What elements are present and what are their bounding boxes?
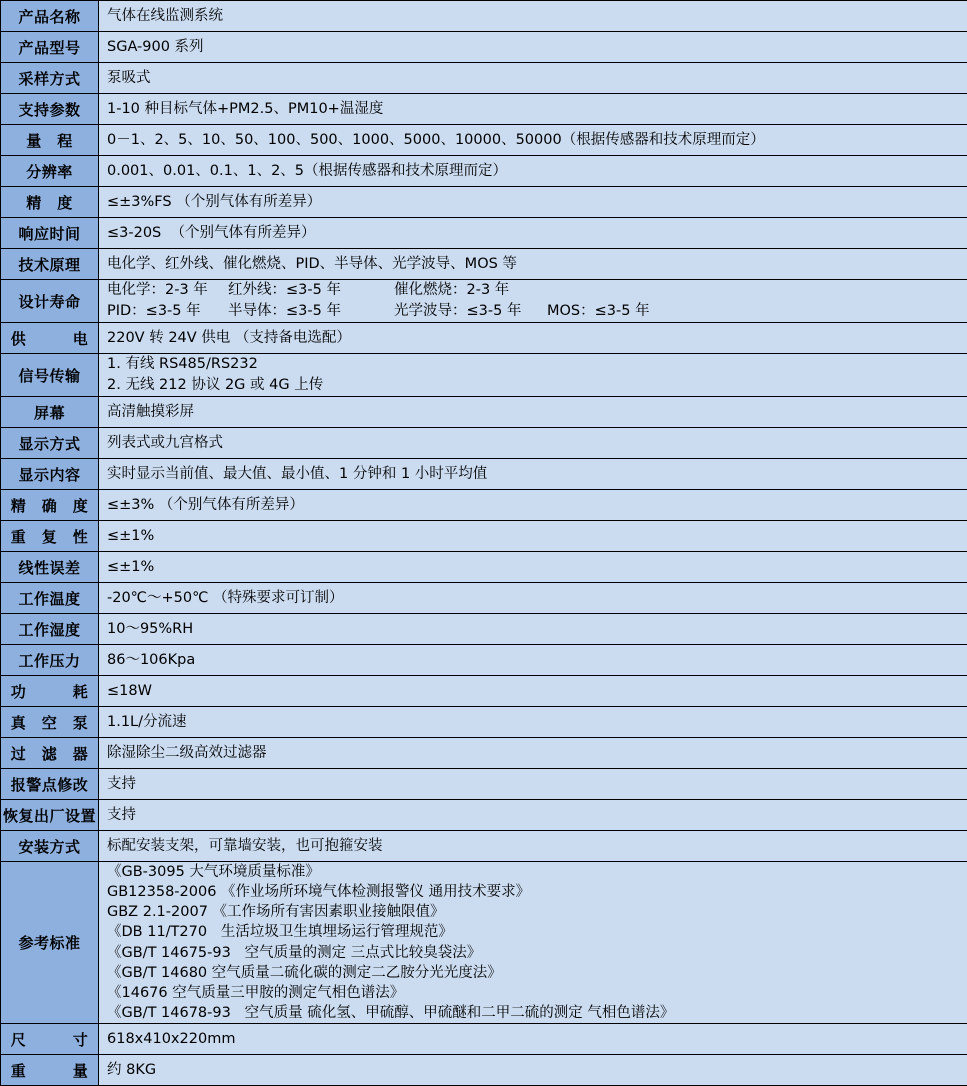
ref-standard-line: 《GB/T 14678-93 空气质量 硫化氢、甲硫醇、甲硫醚和二甲二硫的测定 气相色谱法》 — [107, 1005, 675, 1022]
row-repeatability — [1, 521, 967, 552]
spec-label-display-content: 显示内容 — [1, 459, 99, 489]
spec-value-product-name: 气体在线监测系统 — [99, 1, 967, 31]
life-pid: PID：≤3-5 年 — [107, 303, 201, 319]
ref-standard-line: GBZ 2.1-2007 《工作场所有害因素职业接触限值》 — [107, 904, 445, 921]
life-mos: MOS：≤3-5 年 — [547, 303, 650, 319]
spec-label-working-humidity: 工作湿度 — [1, 614, 99, 644]
spec-value-reference-standards — [99, 862, 967, 1023]
row-display-content — [1, 459, 967, 490]
spec-label-display-mode: 显示方式 — [1, 428, 99, 458]
spec-label-filter: 过 滤 器 — [1, 738, 99, 768]
row-precision — [1, 187, 967, 218]
row-supported-params — [1, 94, 967, 125]
life-electrochemical: 电化学：2-3 年 — [107, 282, 208, 298]
spec-value-alarm-point-modify: 支持 — [99, 769, 967, 799]
signal-line-wireless: 2. 无线 212 协议 2G 或 4G 上传 — [107, 377, 324, 393]
spec-value-factory-reset: 支持 — [99, 800, 967, 830]
row-alarm-point-modify — [1, 769, 967, 800]
row-tech-principle — [1, 249, 967, 280]
spec-value-design-life — [99, 280, 967, 322]
spec-value-supported-params: 1-10 种目标气体+PM2.5、PM10+温湿度 — [99, 94, 967, 124]
spec-value-display-content: 实时显示当前值、最大值、最小值、1 分钟和 1 小时平均值 — [99, 459, 967, 489]
spec-value-filter: 除湿除尘二级高效过滤器 — [99, 738, 967, 768]
spec-value-working-humidity: 10～95%RH — [99, 614, 967, 644]
row-display-mode — [1, 428, 967, 459]
row-resolution — [1, 156, 967, 187]
spec-label-resolution: 分辨率 — [1, 156, 99, 186]
row-power-consumption — [1, 676, 967, 707]
spec-value-precision: ≤±3%FS （个别气体有所差异） — [99, 187, 967, 217]
spec-label-vacuum-pump: 真 空 泵 — [1, 707, 99, 737]
row-design-life — [1, 280, 967, 323]
spec-value-repeatability: ≤±1% — [99, 521, 967, 551]
ref-standard-line: 《DB 11/T270 生活垃圾卫生填埋场运行管理规范》 — [107, 924, 453, 941]
spec-label-power-supply: 供 电 — [1, 323, 99, 353]
signal-line-wired: 1. 有线 RS485/RS232 — [107, 355, 258, 372]
row-product-model — [1, 32, 967, 63]
spec-label-linearity-error: 线性误差 — [1, 552, 99, 582]
row-product-name — [1, 1, 967, 32]
spec-value-working-temperature: -20℃～+50℃ （特殊要求可订制） — [99, 583, 967, 613]
life-optical-waveguide: 光学波导：≤3-5 年 — [394, 303, 522, 319]
spec-label-repeatability: 重 复 性 — [1, 521, 99, 551]
spec-value-product-model: SGA-900 系列 — [99, 32, 967, 62]
row-dimensions — [1, 1024, 967, 1055]
spec-value-weight: 约 8KG — [99, 1055, 967, 1085]
row-factory-reset — [1, 800, 967, 831]
row-weight — [1, 1055, 967, 1085]
life-infrared: 红外线：≤3-5 年 — [228, 282, 341, 298]
spec-value-power-supply: 220V 转 24V 供电 （支持备电选配） — [99, 323, 967, 353]
ref-standard-line: GB12358-2006 《作业场所环境气体检测报警仪 通用技术要求》 — [107, 883, 531, 900]
spec-value-sampling-method: 泵吸式 — [99, 63, 967, 93]
row-screen — [1, 397, 967, 428]
spec-value-display-mode: 列表式或九宫格式 — [99, 428, 967, 458]
life-semiconductor: 半导体：≤3-5 年 — [228, 303, 341, 319]
design-life-line-1 — [107, 280, 957, 301]
spec-label-signal-transmission: 信号传输 — [1, 354, 99, 396]
spec-label-response-time: 响应时间 — [1, 218, 99, 248]
spec-label-tech-principle: 技术原理 — [1, 249, 99, 279]
row-power-supply — [1, 323, 967, 354]
spec-label-weight: 重 量 — [1, 1055, 99, 1085]
spec-value-linearity-error: ≤±1% — [99, 552, 967, 582]
spec-value-vacuum-pump: 1.1L/分流速 — [99, 707, 967, 737]
spec-label-factory-reset: 恢复出厂设置 — [1, 800, 99, 830]
spec-label-design-life: 设计寿命 — [1, 280, 99, 322]
spec-label-product-model: 产品型号 — [1, 32, 99, 62]
row-range — [1, 125, 967, 156]
spec-label-dimensions: 尺 寸 — [1, 1024, 99, 1054]
spec-label-sampling-method: 采样方式 — [1, 63, 99, 93]
row-signal-transmission — [1, 354, 967, 397]
row-linearity-error — [1, 552, 967, 583]
row-filter — [1, 738, 967, 769]
spec-value-tech-principle: 电化学、红外线、催化燃烧、PID、半导体、光学波导、MOS 等 — [99, 249, 967, 279]
spec-value-working-pressure: 86～106Kpa — [99, 645, 967, 675]
spec-value-signal-transmission — [99, 354, 967, 396]
spec-label-installation: 安装方式 — [1, 831, 99, 861]
spec-label-working-temperature: 工作温度 — [1, 583, 99, 613]
row-response-time — [1, 218, 967, 249]
spec-label-working-pressure: 工作压力 — [1, 645, 99, 675]
spec-value-installation: 标配安装支架，可靠墙安装，也可抱箍安装 — [99, 831, 967, 861]
spec-label-product-name: 产品名称 — [1, 1, 99, 31]
spec-label-supported-params: 支持参数 — [1, 94, 99, 124]
row-accuracy — [1, 490, 967, 521]
row-working-humidity — [1, 614, 967, 645]
spec-value-power-consumption: ≤18W — [99, 676, 967, 706]
row-reference-standards — [1, 862, 967, 1024]
spec-value-screen: 高清触摸彩屏 — [99, 397, 967, 427]
spec-value-resolution: 0.001、0.01、0.1、1、2、5（根据传感器和技术原理而定） — [99, 156, 967, 186]
spec-value-dimensions: 618x410x220mm — [99, 1024, 967, 1054]
row-vacuum-pump — [1, 707, 967, 738]
row-sampling-method — [1, 63, 967, 94]
row-installation — [1, 831, 967, 862]
row-working-pressure — [1, 645, 967, 676]
design-life-line-2 — [107, 301, 957, 322]
spec-label-precision: 精 度 — [1, 187, 99, 217]
spec-label-alarm-point-modify: 报警点修改 — [1, 769, 99, 799]
spec-value-range: 0－1、2、5、10、50、100、500、1000、5000、10000、50000（根据传感器和技术原理而定） — [99, 125, 967, 155]
ref-standard-line: 《14676 空气质量三甲胺的测定气相色谱法》 — [107, 984, 405, 1001]
spec-label-screen: 屏幕 — [1, 397, 99, 427]
ref-standard-line: 《GB-3095 大气环境质量标准》 — [107, 863, 320, 880]
spec-label-reference-standards: 参考标准 — [1, 862, 99, 1023]
spec-label-power-consumption: 功 耗 — [1, 676, 99, 706]
spec-label-accuracy: 精 确 度 — [1, 490, 99, 520]
ref-standard-line: 《GB/T 14680 空气质量二硫化碳的测定二乙胺分光光度法》 — [107, 964, 502, 981]
ref-standard-line: 《GB/T 14675-93 空气质量的测定 三点式比较臭袋法》 — [107, 944, 482, 961]
row-working-temperature — [1, 583, 967, 614]
spec-label-range: 量 程 — [1, 125, 99, 155]
spec-value-accuracy: ≤±3% （个别气体有所差异） — [99, 490, 967, 520]
life-catalytic: 催化燃烧：2-3 年 — [394, 282, 510, 298]
spec-value-response-time: ≤3-20S （个别气体有所差异） — [99, 218, 967, 248]
